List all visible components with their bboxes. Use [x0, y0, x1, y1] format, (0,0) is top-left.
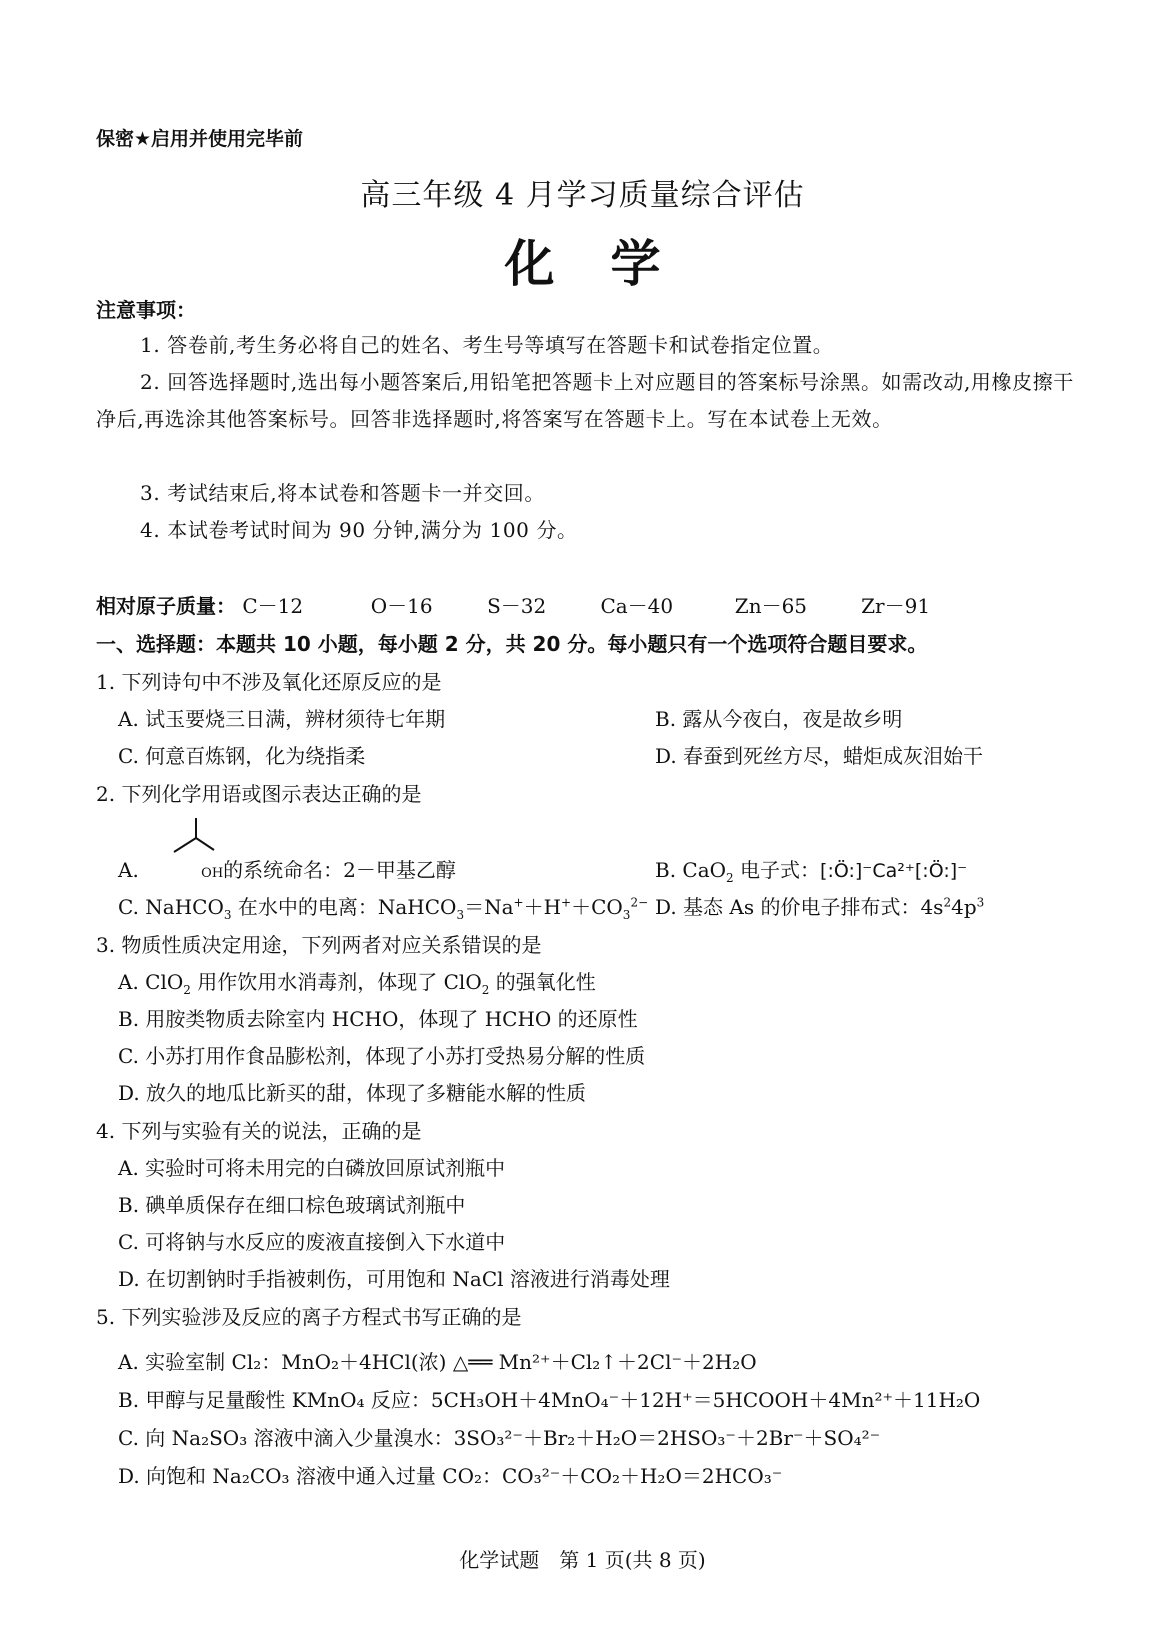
q2-c-sub2: 3: [456, 908, 465, 922]
q3-a-end: 的强氧化性: [489, 970, 596, 994]
q1-option-a: A. 试玉要烧三日满，辨材须待七年期: [118, 707, 446, 731]
q4-option-a: A. 实验时可将未用完的白磷放回原试剂瓶中: [118, 1156, 506, 1180]
q2-b-pre: B. CaO: [655, 858, 727, 882]
q3-a-sub: 2: [183, 983, 191, 997]
mass-s: S－32: [487, 594, 547, 618]
q3-a-pre: A. ClO: [118, 970, 184, 994]
q2-a-text: 的系统命名：2－甲基乙醇: [223, 858, 456, 882]
q2-d-sup1: 2: [943, 895, 952, 910]
q2-option-b: [655, 856, 967, 885]
section1-heading: 一、选择题：本题共 10 小题，每小题 2 分，共 20 分。每小题只有一个选项符合题目要求。: [96, 632, 928, 656]
note-item-3: 3. 考试结束后,将本试卷和答题卡一并交回。: [140, 481, 545, 505]
q4-option-d: D. 在切割钠时手指被刺伤，可用饱和 NaCl 溶液进行消毒处理: [118, 1267, 670, 1291]
q2-b-text: 电子式：: [733, 858, 821, 882]
q2-c-plus: ＋H: [523, 895, 562, 919]
q1-option-b: B. 露从今夜白，夜是故乡明: [655, 707, 903, 731]
q2-stem: 2. 下列化学用语或图示表达正确的是: [96, 782, 422, 806]
q5-option-c: C. 向 Na₂SO₃ 溶液中滴入少量溴水：3SO₃²⁻＋Br₂＋H₂O＝2HSO₃⁻＋2Br⁻＋SO₄²⁻: [118, 1426, 881, 1450]
q5-option-b: B. 甲醇与足量酸性 KMnO₄ 反应：5CH₃OH＋4MnO₄⁻＋12H⁺＝5HCOOH＋4Mn²⁺＋11H₂O: [118, 1388, 981, 1412]
subject-title: 化学: [504, 234, 717, 293]
mass-zr: Zr－91: [861, 594, 931, 618]
q2-d-mid: 4p: [951, 895, 977, 919]
exam-title: 高三年级 4 月学习质量综合评估: [360, 178, 805, 213]
mass-zn: Zn－65: [734, 594, 808, 618]
q2-option-a: [118, 856, 456, 888]
q3-option-a: [118, 968, 596, 996]
q5-option-a: A. 实验室制 Cl₂：MnO₂＋4HCl(浓) △══ Mn²⁺＋Cl₂↑＋2Cl⁻＋2H₂O: [118, 1350, 757, 1374]
q3-option-c: C. 小苏打用作食品膨松剂，体现了小苏打受热易分解的性质: [118, 1044, 646, 1068]
q2-c-eq: ＝Na: [464, 895, 514, 919]
q3-a-mid: 用作饮用水消毒剂，体现了 ClO: [190, 970, 482, 994]
atomic-mass-label: 相对原子质量：: [96, 594, 236, 618]
q2-a-oh: OH: [201, 866, 224, 881]
q5-option-d: D. 向饱和 Na₂CO₃ 溶液中通入过量 CO₂：CO₃²⁻＋CO₂＋H₂O＝2HCO₃⁻: [118, 1464, 783, 1488]
mass-ca: Ca－40: [600, 594, 674, 618]
q3-option-d: D. 放久的地瓜比新买的甜，体现了多糖能水解的性质: [118, 1081, 587, 1105]
note-item-4: 4. 本试卷考试时间为 90 分钟,满分为 100 分。: [140, 518, 578, 542]
q4-option-c: C. 可将钠与水反应的废液直接倒入下水道中: [118, 1230, 506, 1254]
q3-stem: 3. 物质性质决定用途，下列两者对应关系错误的是: [96, 933, 542, 957]
q2-c-sub3: 3: [622, 908, 631, 922]
q3-a-sub2: 2: [481, 983, 490, 997]
q2-c-co: ＋CO: [571, 895, 623, 919]
q2-b-sub: 2: [726, 871, 734, 885]
q2-c-sup3: 2−: [630, 895, 649, 910]
molecule-skeletal-icon: [170, 816, 218, 858]
q4-stem: 4. 下列与实验有关的说法，正确的是: [96, 1119, 422, 1143]
q2-c-sup2: +: [561, 895, 572, 910]
notes-heading: 注意事项：: [96, 298, 196, 322]
q2-c-mid: 在水中的电离：NaHCO: [231, 895, 457, 919]
q2-d-pre: D. 基态 As 的价电子排布式：4s: [655, 895, 944, 919]
mass-o: O－16: [370, 594, 433, 618]
q4-option-b: B. 碘单质保存在细口棕色玻璃试剂瓶中: [118, 1193, 466, 1217]
q1-option-d: D. 春蚕到死丝方尽，蜡炬成灰泪始干: [655, 744, 984, 768]
atomic-mass-line: [96, 592, 930, 620]
secret-mark: 保密★启用并使用完毕前: [96, 128, 304, 150]
mass-c: C－12: [242, 594, 304, 618]
page-footer: 化学试题 第 1 页(共 8 页): [459, 1548, 706, 1572]
q2-option-c: [118, 893, 648, 921]
q3-option-b: B. 用胺类物质去除室内 HCHO，体现了 HCHO 的还原性: [118, 1007, 638, 1031]
q2-b-formula: [:Ö:]⁻Ca²⁺[:Ö:]⁻: [820, 860, 968, 882]
q2-c-pre: C. NaHCO: [118, 895, 224, 919]
q2-option-d: [655, 893, 984, 921]
q1-stem: 1. 下列诗句中不涉及氧化还原反应的是: [96, 670, 442, 694]
note-item-1: 1. 答卷前,考生务必将自己的姓名、考生号等填写在答题卡和试卷指定位置。: [140, 333, 834, 357]
q2-c-sub: 3: [223, 908, 232, 922]
q2-c-sup1: +: [513, 895, 524, 910]
q2-a-label: A.: [118, 858, 139, 882]
q1-option-c: C. 何意百炼钢，化为绕指柔: [118, 744, 366, 768]
q2-d-sup2: 3: [976, 895, 985, 910]
note-item-2: 2. 回答选择题时,选出每小题答案后,用铅笔把答题卡上对应题目的答案标号涂黑。如需改动,用橡皮擦干净后,再选涂其他答案标号。回答非选择题时,将答案写在答题卡上。写在本试卷上无效。: [96, 370, 1074, 431]
q5-stem: 5. 下列实验涉及反应的离子方程式书写正确的是: [96, 1305, 522, 1329]
